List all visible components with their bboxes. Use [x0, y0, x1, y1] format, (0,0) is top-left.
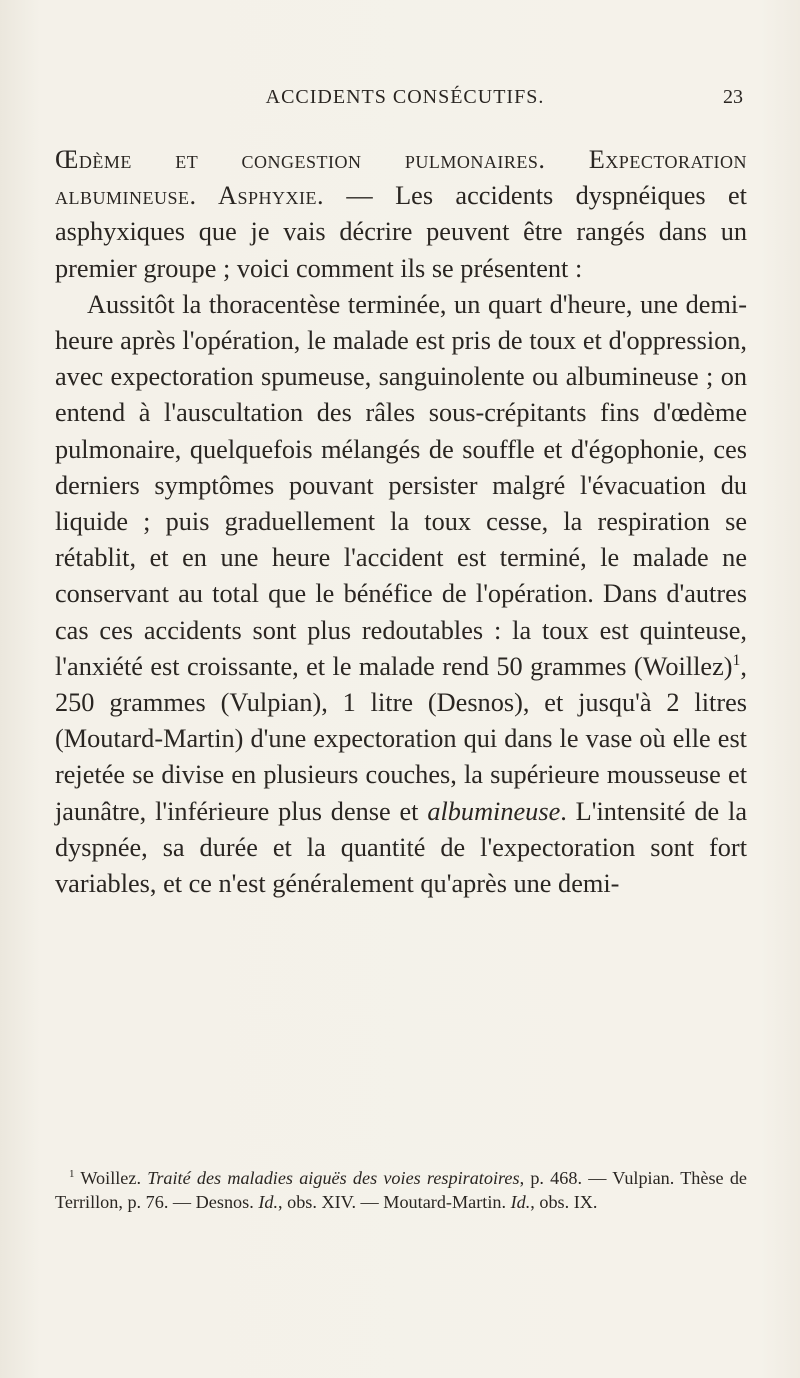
- footnote-reference: 1: [732, 652, 741, 670]
- footnote-text-a: Woillez.: [74, 1168, 148, 1188]
- section-heading: Œdème et congestion pulmonaires. Expectoration albumineuse. Asphyxie.: [55, 145, 747, 211]
- paragraph-2-text-a: Aussitôt la thoracentèse terminée, un quart d'heure, une demi-heure après l'opération, le malade est pris de toux et d'oppression, avec expectoration spumeuse, sanguinolente ou albumineuse ; on entend à l'auscultation des râles sous-crépitants fins d'œdème pulmonaire, quelquefois mélangés de souffle et d'égophonie, ces derniers symptômes pouvant persister malgré l'évacuation du liquide ; puis graduellement la toux cesse, la respiration se rétablit, et en une heure l'accident est terminé, le malade ne conservant au total que le bénéfice de l'opération. Dans d'autres cas ces accidents sont plus redoutables : la toux est quinteuse, l'anxiété est croissante, et le malade rend 50 grammes (Woillez): [55, 289, 747, 681]
- footnote-id-1: Id.: [258, 1192, 279, 1212]
- footnote-marker: 1: [69, 1167, 75, 1180]
- footnote-text-d: , obs. IX.: [530, 1192, 598, 1212]
- footnotes: [55, 1166, 747, 1214]
- emphasis-albumineuse: albumineuse: [427, 796, 561, 826]
- footnote-title-woillez: Traité des maladies aiguës des voies respiratoires: [147, 1168, 520, 1188]
- footnote-id-2: Id.: [510, 1192, 531, 1212]
- paragraph-1: [55, 142, 747, 287]
- running-head: ACCIDENTS CONSÉCUTIFS.: [265, 86, 545, 108]
- footnote-text-c: , obs. XIV. — Moutard-Martin.: [278, 1192, 511, 1212]
- page-number: 23: [723, 86, 743, 108]
- paragraph-2-text-b: , 250 grammes (Vulpian), 1 litre (Desnos), et jusqu'à 2 litres (Moutard-Martin) d'une expectoration qui dans le vase où elle est rejetée se divise en plusieurs couches, la supérieure mousseuse et jaunâtre, l'inférieure plus dense et: [55, 651, 747, 826]
- page-header: [55, 86, 755, 116]
- paragraph-1-text: — Les accidents dyspnéiques et asphyxiques que je vais décrire peuvent être rangés dans un premier groupe ; voici comment ils se présentent :: [55, 181, 747, 283]
- paragraph-2-text-c: . L'intensité de la dyspnée, sa durée et la quantité de l'expectoration sont fort variables, et ce n'est généralement qu'après une demi-: [55, 796, 747, 899]
- body-text: [55, 142, 747, 902]
- footnote-1: [55, 1166, 747, 1214]
- paragraph-2: [55, 287, 747, 902]
- footnote-text-b: , p. 468. — Vulpian. Thèse de Terrillon, p. 76. — Desnos.: [55, 1168, 748, 1212]
